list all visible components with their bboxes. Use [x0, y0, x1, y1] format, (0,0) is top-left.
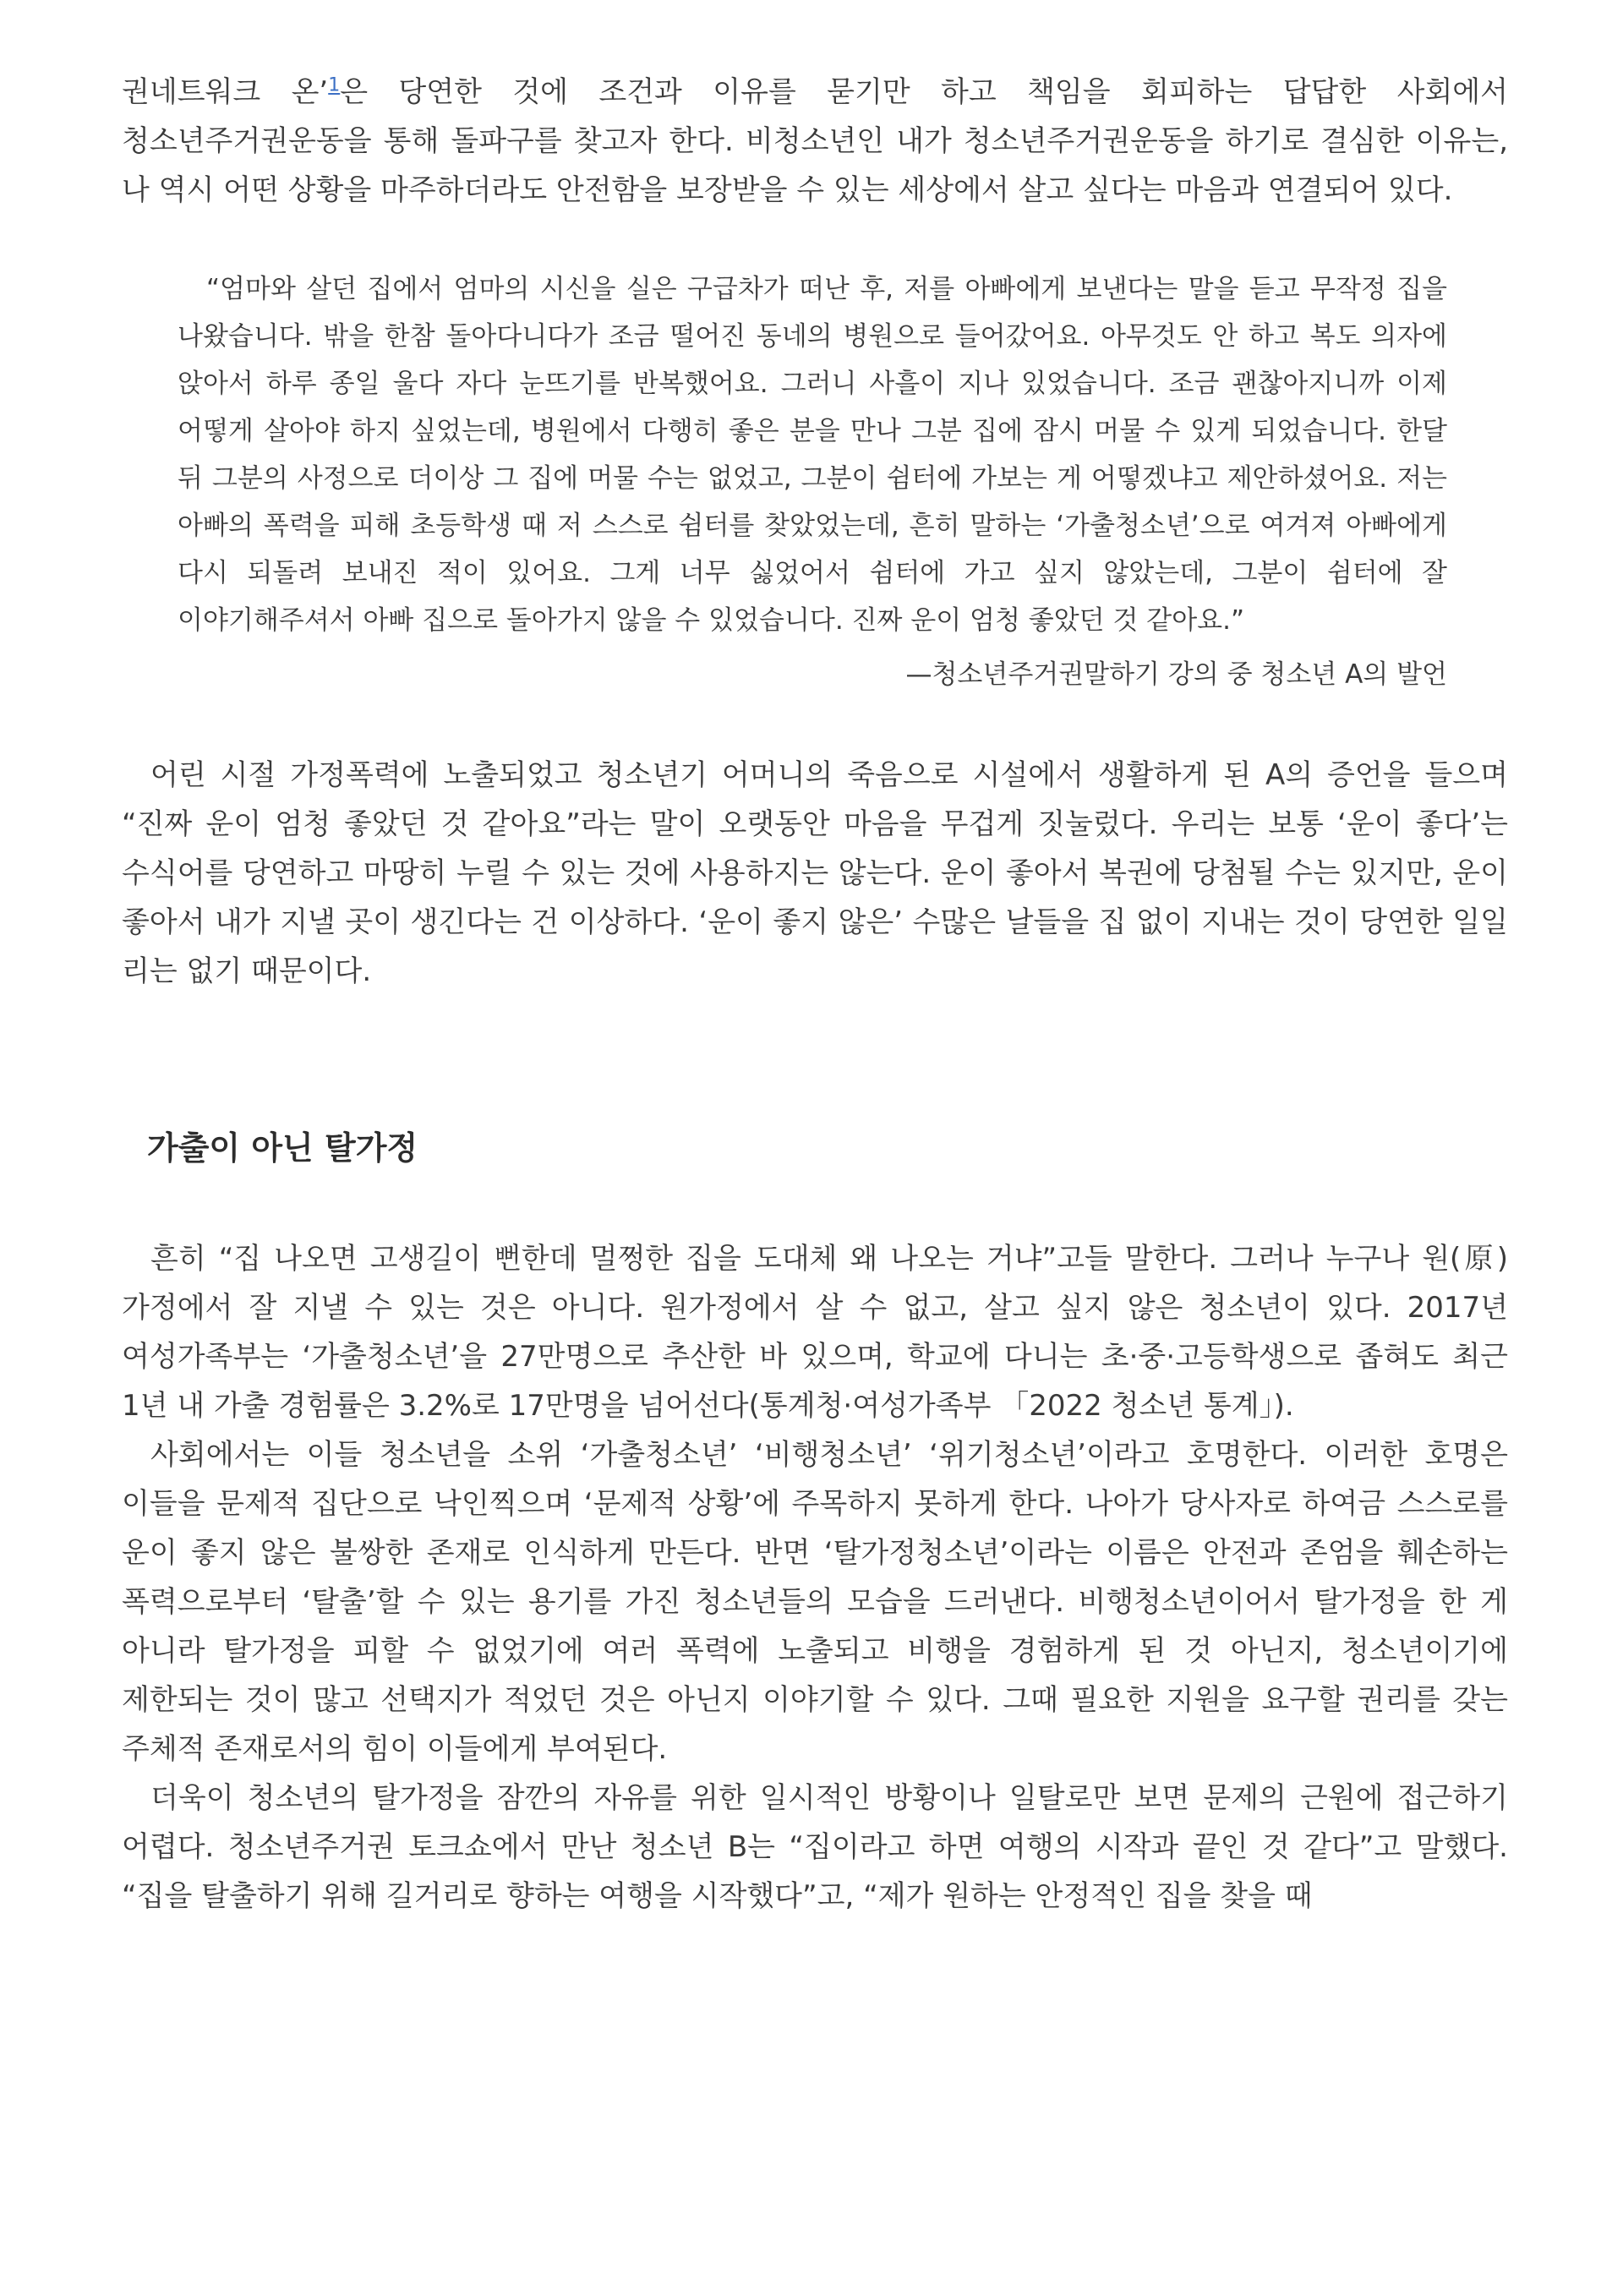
- intro-text-start: 권네트워크 온’: [122, 75, 329, 109]
- paragraph-after-quote: 어린 시절 가정폭력에 노출되었고 청소년기 어머니의 죽음으로 시설에서 생활하게 된 A의 증언을 들으며 “진짜 운이 엄청 좋았던 것 같아요”라는 말이 오랫동안 마음을 무겁게 짓눌렀다. 우리는 보통 ‘운이 좋다’는 수식어를 당연하고 마땅히 누릴 수 있는 것에 사용하지는 않는다. 운이 좋아서 복권에 당첨될 수는 있지만, 운이 좋아서 내가 지낼 곳이 생긴다는 건 이상하다. ‘운이 좋지 않은’ 수많은 날들을 집 없이 지내는 것이 당연한 일일 리는 없기 때문이다.: [122, 758, 1508, 988]
- section-paragraph: 더욱이 청소년의 탈가정을 잠깐의 자유를 위한 일시적인 방황이나 일탈로만 보면 문제의 근원에 접근하기 어렵다. 청소년주거권 토크쇼에서 만난 청소년 B는 “집이라고 하면 여행의 시작과 끝인 것 같다”고 말했다. “집을 탈출하기 위해 길거리로 향하는 여행을 시작했다”고, “제가 원하는 안정적인 집을 찾을 때: [122, 1781, 1508, 1913]
- section-paragraph: 흔히 “집 나오면 고생길이 뻔한데 멀쩡한 집을 도대체 왜 나오는 거냐”고들 말한다. 그러나 누구나 원(原)가정에서 잘 지낼 수 있는 것은 아니다. 원가정에서 살 수 없고, 살고 싶지 않은 청소년이 있다. 2017년 여성가족부는 ‘가출청소년’을 27만명으로 추산한 바 있으며, 학교에 다니는 초·중·고등학생으로 좁혀도 최근 1년 내 가출 경험률은 3.2%로 17만명을 넘어선다(통계청·여성가족부 「2022 청소년 통계」).: [122, 1242, 1508, 1423]
- intro-text-end: 은 당연한 것에 조건과 이유를 묻기만 하고 책임을 회피하는 답답한 사회에서 청소년주거권운동을 통해 돌파구를 찾고자 한다. 비청소년인 내가 청소년주거권운동을 하기로 결심한 이유는, 나 역시 어떤 상황을 마주하더라도 안전함을 보장받을 수 있는 세상에서 살고 싶다는 마음과 연결되어 있다.: [122, 75, 1508, 207]
- article-body: [122, 68, 1508, 1921]
- quote-text: “엄마와 살던 집에서 엄마의 시신을 실은 구급차가 떠난 후, 저를 아빠에게 보낸다는 말을 듣고 무작정 집을 나왔습니다. 밖을 한참 돌아다니다가 조금 떨어진 동네의 병원으로 들어갔어요. 아무것도 안 하고 복도 의자에 앉아서 하루 종일 울다 자다 눈뜨기를 반복했어요. 그러니 사흘이 지나 있었습니다. 조금 괜찮아지니까 이제 어떻게 살아야 하지 싶었는데, 병원에서 다행히 좋은 분을 만나 그분 집에 잠시 머물 수 있게 되었습니다. 한달 뒤 그분의 사정으로 더이상 그 집에 머물 수는 없었고, 그분이 쉼터에 가보는 게 어떻겠냐고 제안하셨어요. 저는 아빠의 폭력을 피해 초등학생 때 저 스스로 쉼터를 찾았었는데, 흔히 말하는 ‘가출청소년’으로 여겨져 아빠에게 다시 되돌려 보내진 적이 있어요. 그게 너무 싫었어서 쉼터에 가고 싶지 않았는데, 그분이 쉼터에 잘 이야기해주셔서 아빠 집으로 돌아가지 않을 수 있었습니다. 진짜 운이 엄청 좋았던 것 같아요.”: [178, 274, 1447, 636]
- intro-paragraph: [122, 68, 1508, 215]
- block-quote: [178, 265, 1447, 698]
- quote-source: —청소년주거권말하기 강의 중 청소년 A의 발언: [905, 659, 1447, 690]
- section-paragraph: 사회에서는 이들 청소년을 소위 ‘가출청소년’ ‘비행청소년’ ‘위기청소년’이라고 호명한다. 이러한 호명은 이들을 문제적 집단으로 낙인찍으며 ‘문제적 상황’에 주목하지 못하게 한다. 나아가 당사자로 하여금 스스로를 운이 좋지 않은 불쌍한 존재로 인식하게 만든다. 반면 ‘탈가정청소년’이라는 이름은 안전과 존엄을 훼손하는 폭력으로부터 ‘탈출’할 수 있는 용기를 가진 청소년들의 모습을 드러낸다. 비행청소년이어서 탈가정을 한 게 아니라 탈가정을 피할 수 없었기에 여러 폭력에 노출되고 비행을 경험하게 된 것 아닌지, 청소년이기에 제한되는 것이 많고 선택지가 적었던 것은 아닌지 이야기할 수 있다. 그때 필요한 지원을 요구할 권리를 갖는 주체적 존재로서의 힘이 이들에게 부여된다.: [122, 1438, 1508, 1766]
- footnote-link[interactable]: 1: [328, 74, 341, 96]
- section-heading: 가출이 아닌 탈가정: [147, 1129, 418, 1167]
